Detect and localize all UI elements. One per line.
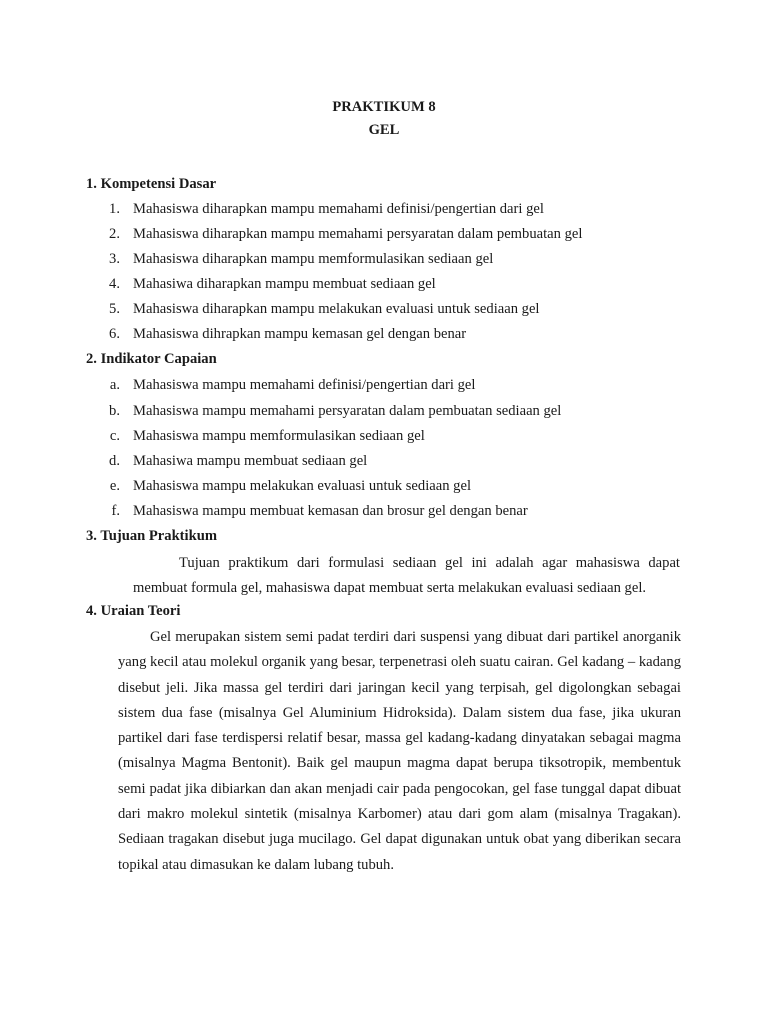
list-item [0,428,768,448]
list-item [0,301,768,321]
list-marker: d. [109,453,120,469]
list-marker: 2. [109,226,120,242]
list-item [0,201,768,221]
list-item-text: Mahasiswa dihrapkan mampu kemasan gel dengan benar [133,326,467,342]
list-item-text: Mahasiswa mampu memahami persyaratan dalam pembuatan sediaan gel [133,403,562,419]
list-marker: 6. [109,326,120,342]
document-title: PRAKTIKUM 8 [332,99,436,115]
list-marker: 4. [109,276,120,292]
list-item [0,251,768,271]
list-item [0,276,768,296]
list-marker: c. [109,428,120,444]
list-item-text: Mahasiswa mampu memahami definisi/pengertian dari gel [133,377,476,393]
list-item-text: Mahasiswa diharapkan mampu memformulasikan sediaan gel [133,251,494,267]
section-heading-indikator: 2. Indikator Capaian [86,351,217,367]
list-item-text: Mahasiswa mampu membuat kemasan dan brosur gel dengan benar [133,503,528,519]
list-item-text: Mahasiwa mampu membuat sediaan gel [133,453,368,469]
section-heading-tujuan: 3. Tujuan Praktikum [86,528,217,544]
list-item-text: Mahasiswa diharapkan mampu memahami persyaratan dalam pembuatan gel [133,226,583,242]
list-item-text: Mahasiwa diharapkan mampu membuat sediaan gel [133,276,436,292]
list-item-text: Mahasiswa diharapkan mampu memahami definisi/pengertian dari gel [133,201,544,217]
list-item-text: Mahasiswa mampu melakukan evaluasi untuk sediaan gel [133,478,471,494]
list-item [0,326,768,346]
list-item [0,478,768,498]
teori-paragraph: Gel merupakan sistem semi padat terdiri dari suspensi yang dibuat dari partikel anorganik yang kecil atau molekul organik yang besar, terpenetrasi oleh suatu cairan. Gel kadang – kadang disebut jeli. Jika massa gel terdiri dari jaringan kecil yang terpisah, gel digolongkan sebagai sistem dua fase (misalnya Gel Aluminium Hidroksida). Dalam sistem dua fase, jika ukuran partikel dari fase terdispersi relatif besar, massa gel kadang-kadang dinyatakan sebagai magma (misalnya Magma Bentonit). Baik gel maupun magma dapat berupa tiksotropik, membentuk semi padat jika dibiarkan dan akan menjadi cair pada pengocokan, gel fase tunggal dapat dibuat dari makro molekul sintetik (misalnya Karbomer) atau dari gom alam (misalnya Tragakan). Sediaan tragakan disebut juga mucilago. Gel dapat digunakan untuk obat yang diberikan secara topikal atau dimasukan ke dalam lubang tubuh. [118,629,681,873]
list-marker: 1. [109,201,120,217]
section-heading-teori: 4. Uraian Teori [86,603,181,619]
list-marker: f. [111,503,120,519]
list-marker: a. [109,377,120,393]
list-item-text: Mahasiswa diharapkan mampu melakukan evaluasi untuk sediaan gel [133,301,540,317]
tujuan-paragraph: Tujuan praktikum dari formulasi sediaan gel ini adalah agar mahasiswa dapat membuat formula gel, mahasiswa dapat membuat serta melakukan evaluasi sediaan gel. [133,555,680,597]
list-item [0,403,768,423]
list-item [0,503,768,523]
list-marker: e. [109,478,120,494]
list-marker: 3. [109,251,120,267]
document-subtitle: GEL [368,122,400,138]
section-heading-kompetensi: 1. Kompetensi Dasar [86,176,217,192]
list-item [0,226,768,246]
list-marker: b. [109,403,120,419]
list-marker: 5. [109,301,120,317]
list-item [0,377,768,397]
list-item-text: Mahasiswa mampu memformulasikan sediaan gel [133,428,425,444]
list-item [0,453,768,473]
